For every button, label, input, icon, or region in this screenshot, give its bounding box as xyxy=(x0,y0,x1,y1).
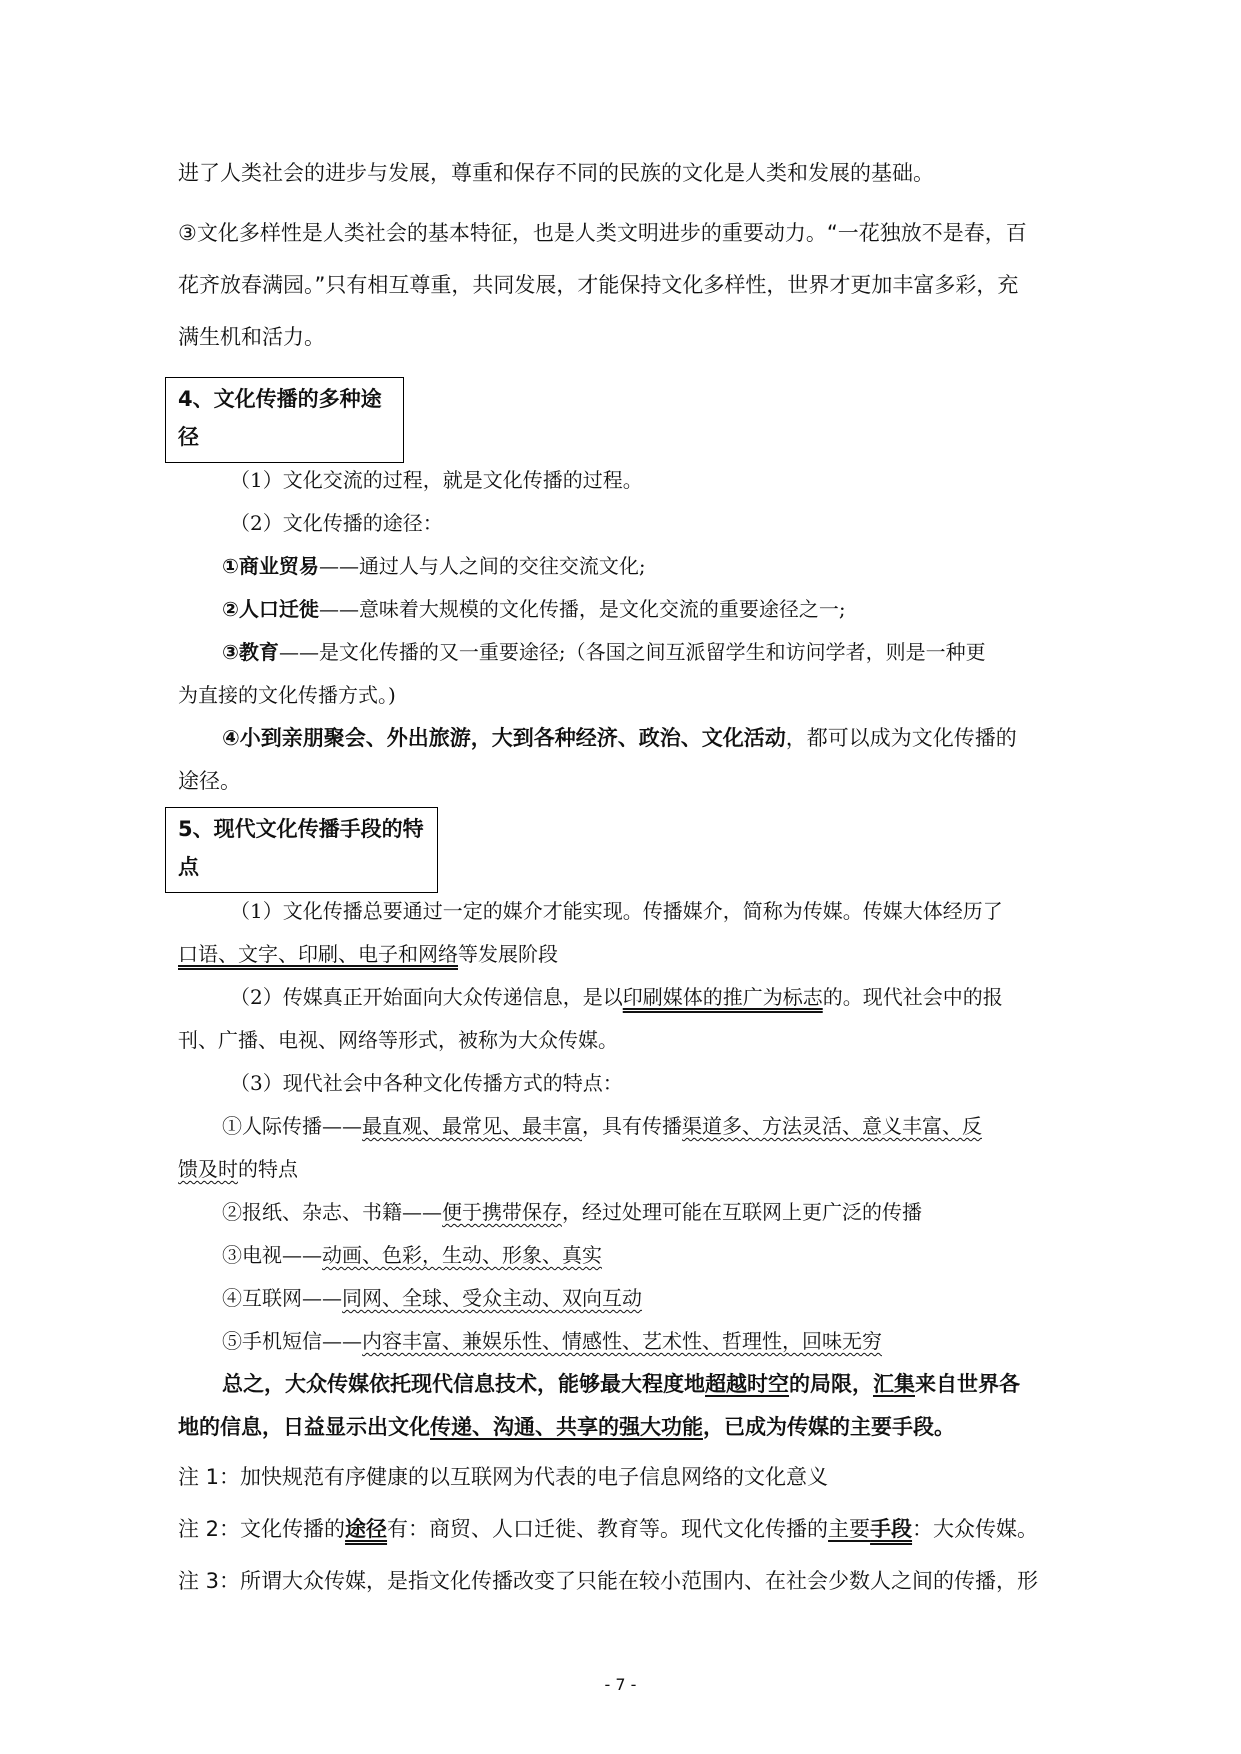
section-5-title-line1: 5、现代文化传播手段的特 xyxy=(178,817,424,841)
media-item-interpersonal-cont: 馈及时的特点 xyxy=(178,1157,298,1181)
summary-line-1: 总之，大众传媒依托现代信息技术，能够最大程度地超越时空的局限，汇集来自世界各 xyxy=(222,1372,1020,1396)
section-4-heading-box xyxy=(165,377,404,463)
paragraph-line: 花齐放春满园。”只有相互尊重，共同发展，才能保持文化多样性，世界才更加丰富多彩，充 xyxy=(178,273,1019,297)
paragraph-line: 满生机和活力。 xyxy=(178,325,325,349)
route-item-education-cont: 为直接的文化传播方式。) xyxy=(178,683,396,707)
route-item-activities: ④小到亲朋聚会、外出旅游，大到各种经济、政治、文化活动，都可以成为文化传播的 xyxy=(222,726,1017,750)
media-item-print: ②报纸、杂志、书籍——便于携带保存，经过处理可能在互联网上更广泛的传播 xyxy=(222,1200,922,1224)
section-5-point-1: （1）文化传播总要通过一定的媒介才能实现。传播媒介，简称为传媒。传媒大体经历了 xyxy=(230,899,1003,923)
route-item-education: ③教育——是文化传播的又一重要途径;（各国之间互派留学生和访问学者，则是一种更 xyxy=(222,640,986,664)
section-5-point-1-cont: 口语、文字、印刷、电子和网络等发展阶段 xyxy=(178,942,558,966)
page-number: - 7 - xyxy=(604,1675,637,1694)
route-item-migration: ②人口迁徙——意味着大规模的文化传播，是文化交流的重要途径之一; xyxy=(222,597,846,621)
section-5-title-line2: 点 xyxy=(178,855,199,879)
section-4-title-line1: 4、文化传播的多种途 xyxy=(178,387,382,411)
route-item-trade: ①商业贸易——通过人与人之间的交往交流文化; xyxy=(222,554,646,578)
section-4-point-1: （1）文化交流的过程，就是文化传播的过程。 xyxy=(230,468,643,492)
section-5-point-2: （2）传媒真正开始面向大众传递信息，是以印刷媒体的推广为标志的。现代社会中的报 xyxy=(230,985,1003,1009)
route-item-activities-cont: 途径。 xyxy=(178,769,241,793)
section-5-point-3: （3）现代社会中各种文化传播方式的特点： xyxy=(230,1071,623,1095)
summary-line-2: 地的信息，日益显示出文化传递、沟通、共享的强大功能，已成为传媒的主要手段。 xyxy=(178,1415,955,1439)
media-item-internet: ④互联网——同网、全球、受众主动、双向互动 xyxy=(222,1286,642,1310)
media-item-television: ③电视——动画、色彩，生动、形象、真实 xyxy=(222,1243,602,1267)
media-item-sms: ⑤手机短信——内容丰富、兼娱乐性、情感性、艺术性、哲理性，回味无穷 xyxy=(222,1329,882,1353)
section-5-heading-box xyxy=(165,807,438,893)
note-3: 注 3：所谓大众传媒，是指文化传播改变了只能在较小范围内、在社会少数人之间的传播，形 xyxy=(178,1569,1039,1593)
paragraph-line: 进了人类社会的进步与发展，尊重和保存不同的民族的文化是人类和发展的基础。 xyxy=(178,161,934,185)
section-4-title-line2: 径 xyxy=(178,425,199,449)
note-1: 注 1：加快规范有序健康的以互联网为代表的电子信息网络的文化意义 xyxy=(178,1465,829,1489)
media-item-interpersonal: ①人际传播——最直观、最常见、最丰富，具有传播渠道多、方法灵活、意义丰富、反 xyxy=(222,1114,982,1138)
section-5-point-2-cont: 刊、广播、电视、网络等形式，被称为大众传媒。 xyxy=(178,1028,618,1052)
note-2: 注 2：文化传播的途径有：商贸、人口迁徙、教育等。现代文化传播的主要手段：大众传媒。 xyxy=(178,1517,1039,1541)
paragraph-line: ③文化多样性是人类社会的基本特征，也是人类文明进步的重要动力。“一花独放不是春，百 xyxy=(178,221,1027,245)
section-4-point-2: （2）文化传播的途径： xyxy=(230,511,443,535)
